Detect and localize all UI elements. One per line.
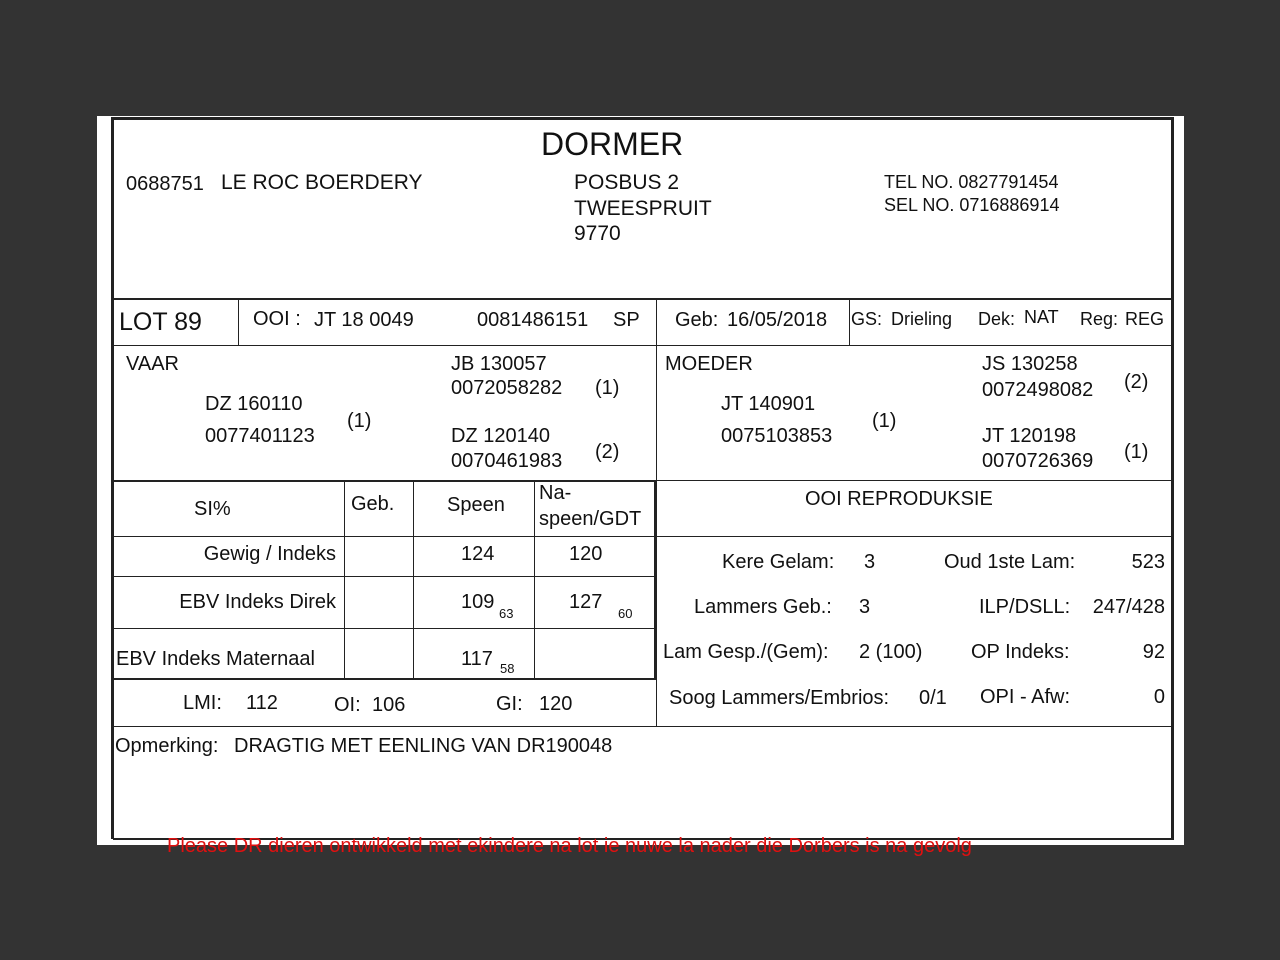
divider	[534, 482, 535, 678]
gi-value: 120	[539, 693, 573, 715]
dam-sire-mark: (2)	[1124, 371, 1149, 393]
divider	[654, 482, 656, 678]
speen-header: Speen	[447, 494, 505, 516]
dek-label: Dek:	[978, 309, 1016, 329]
frame-left	[111, 117, 114, 839]
divider	[113, 576, 657, 577]
reg-label: Reg:	[1080, 309, 1119, 329]
soog-value: 0/1	[919, 687, 947, 709]
naspeen-header: speen/GDT	[539, 508, 642, 530]
frame-top	[113, 117, 1174, 120]
gi-label: GI:	[496, 693, 523, 715]
dam-number: 0075103853	[721, 425, 833, 447]
opi-value: 0	[1153, 686, 1165, 708]
kere-value: 3	[864, 551, 876, 573]
lammers-label: Lammers Geb.:	[694, 596, 832, 618]
reg-value: REG	[1125, 309, 1165, 329]
breeder-name: LE ROC BOERDERY	[221, 171, 423, 194]
tel-number: TEL NO. 0827791454	[884, 172, 1059, 192]
sel-number: SEL NO. 0716886914	[884, 195, 1060, 215]
oud-value: 523	[1131, 551, 1165, 573]
divider	[113, 726, 1172, 727]
dam-dam-number: 0070726369	[982, 450, 1094, 472]
sire-dam-mark: (2)	[595, 441, 620, 463]
naspeen-subscript: 60	[618, 606, 633, 621]
divider	[113, 480, 657, 482]
ewe-number: 0081486151	[477, 309, 589, 331]
naspeen-value: 120	[569, 543, 603, 565]
kere-label: Kere Gelam:	[722, 551, 835, 573]
lot-number: LOT 89	[119, 308, 202, 336]
breed-title: DORMER	[541, 126, 684, 162]
naspeen-header: Na-	[539, 482, 572, 504]
row-label: EBV Indeks Direk	[179, 591, 336, 613]
sire-sire-number: 0072058282	[451, 377, 563, 399]
speen-value: 124	[461, 543, 495, 565]
divider	[113, 536, 1172, 537]
ilp-label: ILP/DSLL:	[979, 596, 1071, 618]
divider	[656, 299, 657, 727]
divider	[238, 299, 239, 346]
divider	[344, 482, 345, 678]
oi-label: OI:	[334, 694, 361, 716]
dam-sire-number: 0072498082	[982, 379, 1094, 401]
lmi-label: LMI:	[183, 692, 222, 714]
ewe-tag: JT 18 0049	[314, 309, 414, 331]
si-header: SI%	[194, 498, 231, 520]
dam-heading: MOEDER	[665, 353, 753, 375]
ewe-suffix: SP	[613, 309, 640, 331]
dek-value: NAT	[1024, 307, 1059, 327]
remark-label: Opmerking:	[115, 735, 219, 757]
divider	[657, 480, 1172, 481]
sire-dam-id: DZ 120140	[451, 425, 550, 447]
sire-heading: VAAR	[126, 353, 179, 375]
sire-number: 0077401123	[205, 425, 315, 447]
oi-value: 106	[372, 694, 406, 716]
address-line-1: POSBUS 2	[574, 171, 680, 194]
dam-id: JT 140901	[721, 393, 816, 415]
dam-mark: (1)	[872, 410, 897, 432]
lmi-value: 112	[246, 692, 278, 714]
ilp-value: 247/428	[1092, 596, 1165, 618]
footer-note: Please DR dieren ontwikkeld met ekindere na lot ie nuwe la nader die Dorbers is na gevolg	[167, 835, 972, 857]
address-line-2: TWEESPRUIT	[574, 197, 712, 220]
lamgesp-label: Lam Gesp./(Gem):	[663, 641, 829, 663]
divider	[413, 482, 414, 678]
remark-value: DRAGTIG MET EENLING VAN DR190048	[234, 735, 613, 757]
sire-mark: (1)	[347, 410, 372, 432]
divider	[113, 678, 657, 680]
oud-label: Oud 1ste Lam:	[944, 551, 1076, 573]
divider	[113, 628, 657, 629]
speen-value: 117	[461, 648, 493, 670]
speen-subscript: 58	[500, 661, 515, 676]
naspeen-value: 127	[569, 591, 603, 613]
divider	[113, 298, 1172, 300]
sire-sire-mark: (1)	[595, 377, 620, 399]
dam-sire-id: JS 130258	[982, 353, 1078, 375]
sire-sire-id: JB 130057	[451, 353, 547, 375]
dam-dam-mark: (1)	[1124, 441, 1149, 463]
reproduction-heading: OOI REPRODUKSIE	[805, 488, 993, 510]
frame-right	[1171, 117, 1174, 839]
divider	[849, 299, 850, 346]
row-label: EBV Indeks Maternaal	[116, 648, 315, 670]
dam-dam-id: JT 120198	[982, 425, 1077, 447]
geb-header: Geb.	[351, 493, 395, 515]
divider	[113, 345, 1172, 346]
lot-card	[97, 116, 1184, 857]
row-label: Gewig / Indeks	[203, 543, 336, 565]
lammers-value: 3	[859, 596, 871, 618]
op-label: OP Indeks:	[971, 641, 1070, 663]
soog-label: Soog Lammers/Embrios:	[669, 687, 890, 709]
lamgesp-value: 2 (100)	[859, 641, 923, 663]
op-value: 92	[1142, 641, 1165, 663]
birth-label: Geb:	[675, 309, 719, 331]
sire-dam-number: 0070461983	[451, 450, 563, 472]
gs-label: GS:	[851, 309, 883, 329]
address-line-3: 9770	[574, 222, 621, 245]
ewe-label: OOI :	[253, 308, 301, 330]
sire-id: DZ 160110	[205, 393, 303, 415]
gs-value: Drieling	[891, 309, 953, 329]
speen-subscript: 63	[499, 606, 514, 621]
breeder-code: 0688751	[126, 173, 204, 195]
speen-value: 109	[461, 591, 495, 613]
opi-label: OPI - Afw:	[980, 686, 1071, 708]
birth-date: 16/05/2018	[727, 309, 828, 331]
